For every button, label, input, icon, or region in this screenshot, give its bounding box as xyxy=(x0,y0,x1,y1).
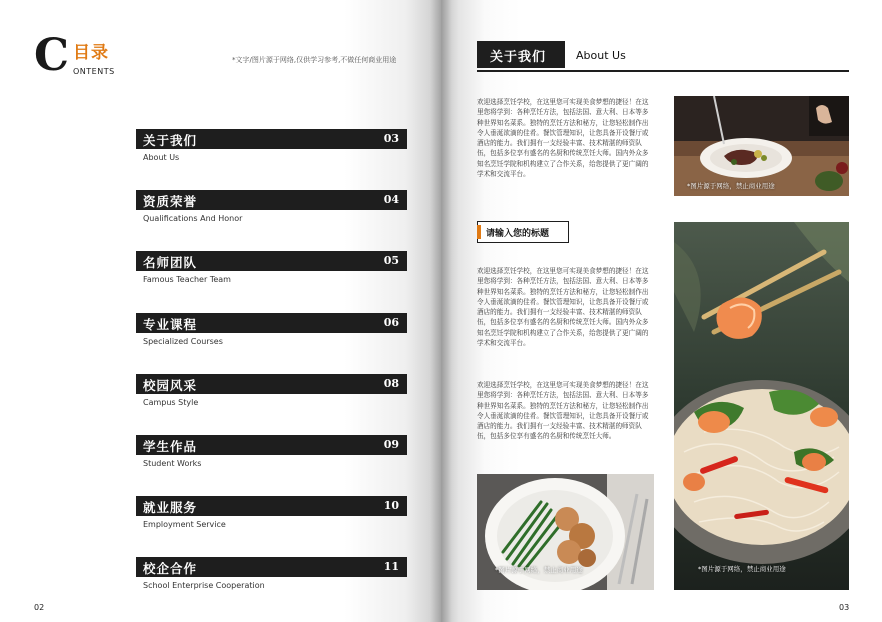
toc-item-about[interactable] xyxy=(136,129,407,169)
toc-title: 就业服务 xyxy=(143,500,198,515)
toc-page-number: 09 xyxy=(383,438,399,451)
right-page xyxy=(441,0,882,622)
toc-subtitle: About Us xyxy=(143,153,180,162)
section-divider xyxy=(477,70,849,72)
toc-item-courses[interactable] xyxy=(136,313,407,353)
toc-title: 资质荣誉 xyxy=(143,194,198,209)
page-number-left: 02 xyxy=(34,603,45,612)
toc-subtitle: Student Works xyxy=(143,459,202,468)
toc-subtitle: Employment Service xyxy=(143,520,226,529)
toc-subtitle: School Enterprise Cooperation xyxy=(143,581,265,590)
section-title-en: About Us xyxy=(576,49,626,62)
toc-subtitle: Specialized Courses xyxy=(143,337,223,346)
toc-title: 专业课程 xyxy=(143,317,198,332)
section-title-cn: 关于我们 xyxy=(490,50,547,65)
toc-page-number: 04 xyxy=(383,193,399,206)
green-beans-photo-caption: *图片源于网络，禁止商业用途 xyxy=(495,566,583,574)
toc-item-qualifications[interactable] xyxy=(136,190,407,230)
disclaimer-text: *文字/图片源于网络,仅供学习参考,不做任何商业用途 xyxy=(232,56,397,64)
toc-title: 校园风采 xyxy=(143,378,198,393)
toc-item-employment[interactable] xyxy=(136,496,407,536)
toc-subtitle: Campus Style xyxy=(143,398,199,407)
toc-page-number: 11 xyxy=(383,560,399,573)
steak-photo-caption: *图片源于网络，禁止商业用途 xyxy=(687,182,775,190)
about-paragraph-1: 欢迎选择烹饪学校，在这里您可实现美食梦想的捷径！在这里您将学到：各种烹饪方法，包括法国、意大利、日本等多种世界知名菜系。独特的烹饪方法和秘方，让您轻松制作出令人垂涎欲滴的佳肴。餐饮管理知识，让您具备开设餐厅或酒店的能力。我们拥有一支经验丰富、技术精湛的师资队伍，包括多位享有盛名的名厨和传统烹饪大师。国内外众多知名烹饪学院和机构建立了合作关系，给您提供了更广阔的学术和交流平台。 xyxy=(477,98,649,179)
toc-page-number: 06 xyxy=(383,316,399,329)
shrimp-noodles-photo xyxy=(674,222,849,590)
toc-item-cooperation[interactable] xyxy=(136,557,407,597)
book-fold-shadow xyxy=(430,0,452,622)
toc-title: 学生作品 xyxy=(143,439,198,454)
contents-title-cn: 目录 xyxy=(73,43,109,63)
toc-title: 名师团队 xyxy=(143,255,198,270)
subheading-text: 请输入您的标题 xyxy=(486,229,550,239)
toc-page-number: 10 xyxy=(383,499,399,512)
shrimp-photo-caption: *图片源于网络，禁止商业用途 xyxy=(698,565,786,573)
contents-big-letter: C xyxy=(34,30,70,81)
contents-title-en: ONTENTS xyxy=(73,67,115,76)
toc-item-student-works[interactable] xyxy=(136,435,407,475)
about-paragraph-2: 欢迎选择烹饪学校，在这里您可实现美食梦想的捷径！在这里您将学到：各种烹饪方法，包括法国、意大利、日本等多种世界知名菜系。独特的烹饪方法和秘方，让您轻松制作出令人垂涎欲滴的佳肴。餐饮管理知识，让您具备开设餐厅或酒店的能力。我们拥有一支经验丰富、技术精湛的师资队伍，包括多位享有盛名的名厨和传统烹饪大师。国内外众多知名烹饪学院和机构建立了合作关系，给您提供了更广阔的学术和交流平台。 xyxy=(477,267,649,348)
toc-title: 校企合作 xyxy=(143,561,198,576)
page-number-right: 03 xyxy=(839,603,850,612)
toc-subtitle: Qualifications And Honor xyxy=(143,214,243,223)
subheading-accent xyxy=(477,225,481,239)
toc-subtitle: Famous Teacher Team xyxy=(143,275,231,284)
about-paragraph-3: 欢迎选择烹饪学校，在这里您可实现美食梦想的捷径！在这里您将学到：各种烹饪方法，包括法国、意大利、日本等多种世界知名菜系。独特的烹饪方法和秘方，让您轻松制作出令人垂涎欲滴的佳肴。餐饮管理知识，让您具备开设餐厅或酒店的能力。我们拥有一支经验丰富、技术精湛的师资队伍，包括多位享有盛名的名厨和传统烹饪大师。 xyxy=(477,381,649,441)
toc-item-teacher-team[interactable] xyxy=(136,251,407,291)
toc-page-number: 05 xyxy=(383,254,399,267)
toc-page-number: 03 xyxy=(383,132,399,145)
toc-page-number: 08 xyxy=(383,377,399,390)
toc-title: 关于我们 xyxy=(143,133,198,148)
toc-item-campus[interactable] xyxy=(136,374,407,414)
